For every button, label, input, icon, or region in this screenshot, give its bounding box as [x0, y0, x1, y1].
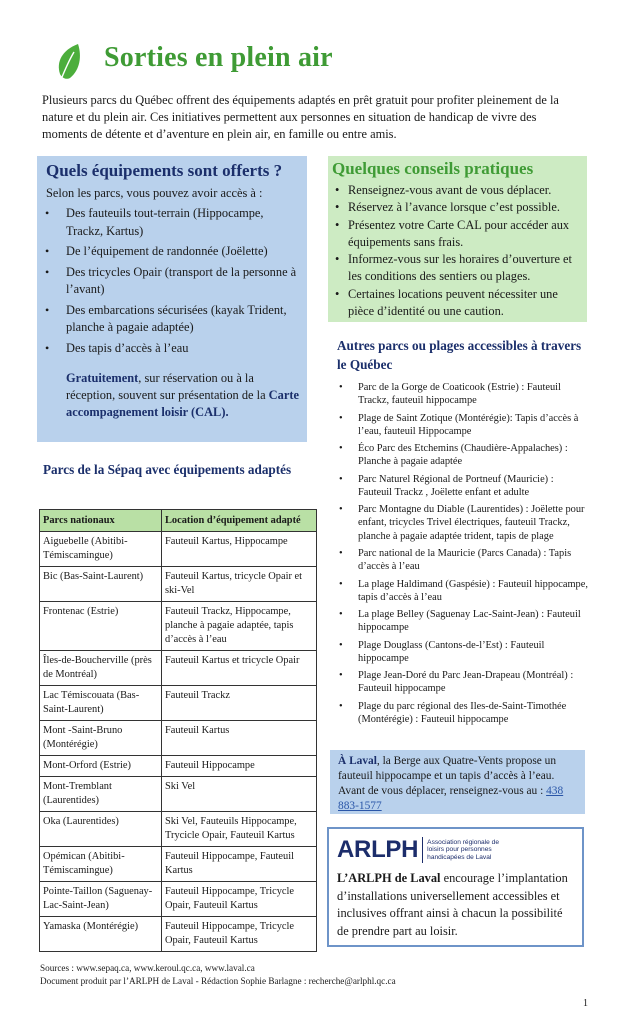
column-header: Location d’équipement adapté	[162, 510, 317, 532]
logo-sub-line: loisirs pour personnes	[427, 846, 492, 854]
leaf-icon	[54, 42, 84, 84]
list-item: • De l’équipement de randonnée (Joëlette)	[45, 243, 299, 261]
table-row	[40, 917, 317, 952]
other-parks-title: Autres parcs ou plages accessibles à travers le Québec	[337, 338, 582, 372]
logo-sub-line: handicapées de Laval	[427, 853, 492, 861]
park-cell: Opémican (Abitibi-Témiscamingue)	[40, 847, 162, 882]
sepaq-title: Parcs de la Sépaq avec équipements adaptés	[43, 462, 292, 477]
table-row	[40, 651, 317, 686]
equipment-cell: Fauteuil Trackz, Hippocampe, planche à pagaie adaptée, tapis d’accès à l’eau	[162, 602, 317, 651]
list-item: • Renseignez-vous avant de vous déplacer.	[332, 182, 581, 199]
list-item: • Parc national de la Mauricie (Parcs Canada) : Tapis d’accès à l’eau	[338, 547, 588, 573]
equipments-box	[37, 156, 307, 442]
card-bold: Carte accompagnement loisir (CAL).	[66, 388, 299, 419]
equipment-cell: Fauteuil Kartus	[162, 721, 317, 756]
table-row	[40, 602, 317, 651]
tips-list	[332, 182, 581, 320]
list-item: • Réservez à l’avance lorsque c’est possible.	[332, 199, 581, 216]
table-row	[40, 756, 317, 777]
table-row	[40, 567, 317, 602]
list-item: • Plage Douglass (Cantons-de-l’Est) : Fauteuil hippocampe	[338, 639, 588, 665]
equipment-cell: Ski Vel, Fauteuils Hippocampe, Trycicle Opair, Fauteuil Kartus	[162, 812, 317, 847]
arlph-box	[327, 827, 584, 947]
list-item: • Plage du parc régional des Iles-de-Saint-Timothée (Montérégie) : Fauteuil hippocampe	[338, 700, 588, 726]
list-item: • Éco Parc des Etchemins (Chaudière-Appalaches) : Planche à pagaie adaptée	[338, 442, 588, 468]
equipment-cell: Fauteuil Kartus, Hippocampe	[162, 532, 317, 567]
park-cell: Frontenac (Estrie)	[40, 602, 162, 651]
list-item: • Plage de Saint Zotique (Montérégie): Tapis d’accès à l’eau, fauteuil Hippocampe	[338, 412, 588, 438]
laval-box	[330, 750, 585, 814]
equipments-list	[45, 205, 299, 357]
list-item: • Des tapis d’accès à l’eau	[45, 340, 299, 358]
list-item: • Plage Jean-Doré du Parc Jean-Drapeau (Montréal) : Fauteuil hippocampe	[338, 669, 588, 695]
equipment-cell: Ski Vel	[162, 777, 317, 812]
arlph-logo	[337, 835, 574, 865]
list-item: • La plage Belley (Saguenay Lac-Saint-Jean) : Fauteuil hippocampe	[338, 608, 588, 634]
tips-title: Quelques conseils pratiques	[332, 159, 534, 178]
equipment-cell: Fauteuil Trackz	[162, 686, 317, 721]
equipments-subtitle: Selon les parcs, vous pouvez avoir accès à :	[46, 186, 263, 200]
tips-box	[328, 156, 587, 322]
park-cell: Mont -Saint-Bruno (Montérégie)	[40, 721, 162, 756]
credit-line: Document produit par l’ARLPH de Laval - Rédaction Sophie Barlagne : recherche@arlphl.qc.ca	[40, 976, 396, 986]
free-note	[45, 370, 299, 421]
logo-divider	[422, 837, 423, 863]
equipment-cell: Fauteuil Kartus et tricycle Opair	[162, 651, 317, 686]
table-header-row	[40, 510, 317, 532]
logo-sub-line: Association régionale de	[427, 838, 500, 846]
arlph-message	[337, 870, 574, 940]
table-row	[40, 847, 317, 882]
column-header: Parcs nationaux	[40, 510, 162, 532]
list-item: • Informez-vous sur les horaires d’ouverture et les conditions des sentiers ou plages.	[332, 251, 581, 286]
equipment-cell: Fauteuil Hippocampe, Tricycle Opair, Fauteuil Kartus	[162, 917, 317, 952]
page-title: Sorties en plein air	[104, 42, 333, 73]
table-row	[40, 882, 317, 917]
equipment-cell: Fauteuil Kartus, tricycle Opair et ski-Vel	[162, 567, 317, 602]
table-row	[40, 777, 317, 812]
laval-bold: À Laval	[338, 755, 377, 767]
table-row	[40, 812, 317, 847]
page-number: 1	[583, 998, 588, 1009]
free-text: , sur réservation ou à la réception, souvent sur présentation de la	[66, 371, 269, 402]
park-cell: Aiguebelle (Abitibi-Témiscamingue)	[40, 532, 162, 567]
equipment-cell: Fauteuil Hippocampe, Fauteuil Kartus	[162, 847, 317, 882]
list-item: • Parc de la Gorge de Coaticook (Estrie) : Fauteuil Trackz, fauteuil hippocampe	[338, 381, 588, 407]
table-row	[40, 532, 317, 567]
arlph-bold: L’ARLPH de Laval	[337, 871, 441, 885]
free-bold: Gratuitement	[66, 371, 139, 385]
list-item: • Des fauteuils tout-terrain (Hippocampe, Trackz, Kartus)	[45, 205, 299, 240]
park-cell: Mont-Orford (Estrie)	[40, 756, 162, 777]
arlph-text: encourage l’implantation d’installations universellement accessibles et inclusives offrant ainsi à chacun la possibilité de prendre part au loisir.	[337, 871, 568, 938]
table-row	[40, 721, 317, 756]
list-item: • Des embarcations sécurisées (kayak Trident, planche à pagaie adaptée)	[45, 302, 299, 337]
intro-paragraph: Plusieurs parcs du Québec offrent des équipements adaptés en prêt gratuit pour profiter pleinement de la nature et du plein air. Ces initiatives permettent aux personnes en situation de handicap de vivre des moments de détente et d’aventure en plein air, en famille ou entre amis.	[42, 93, 559, 141]
park-cell: Oka (Laurentides)	[40, 812, 162, 847]
list-item: • Présentez votre Carte CAL pour accéder aux équipements sans frais.	[332, 217, 581, 252]
arlph-logo-subtitle	[427, 839, 499, 862]
arlph-logo-text: ARLPH	[337, 836, 419, 863]
park-cell: Lac Témiscouata (Bas-Saint-Laurent)	[40, 686, 162, 721]
park-cell: Yamaska (Montérégie)	[40, 917, 162, 952]
sepaq-table	[39, 509, 317, 952]
park-cell: Pointe-Taillon (Saguenay-Lac-Saint-Jean)	[40, 882, 162, 917]
list-item: • Des tricycles Opair (transport de la personne à l’avant)	[45, 264, 299, 299]
list-item: • Parc Montagne du Diable (Laurentides) : Joëlette pour enfant, tricycles Trivel électriques, fauteuil Trackz, planche à pagaie adaptée trident, tapis de plage	[338, 503, 588, 542]
park-cell: Mont-Tremblant (Laurentides)	[40, 777, 162, 812]
list-item: • Certaines locations peuvent nécessiter une pièce d’identité ou une caution.	[332, 286, 581, 321]
sources-line: Sources : www.sepaq.ca, www.keroul.qc.ca, www.laval.ca	[40, 963, 255, 973]
list-item: • Parc Naturel Régional de Portneuf (Mauricie) : Fauteuil Trackz , Joëlette enfant et adulte	[338, 473, 588, 499]
park-cell: Îles-de-Boucherville (près de Montréal)	[40, 651, 162, 686]
table-row	[40, 686, 317, 721]
footer-sources	[40, 962, 396, 988]
other-parks-list	[338, 381, 588, 730]
park-cell: Bic (Bas-Saint-Laurent)	[40, 567, 162, 602]
equipment-cell: Fauteuil Hippocampe, Tricycle Opair, Fauteuil Kartus	[162, 882, 317, 917]
list-item: • La plage Haldimand (Gaspésie) : Fauteuil hippocampe, tapis d’accès à l’eau	[338, 578, 588, 604]
equipment-cell: Fauteuil Hippocampe	[162, 756, 317, 777]
equipments-title: Quels équipements sont offerts ?	[46, 161, 283, 180]
phone-link[interactable]: 438 883-1577	[338, 785, 564, 812]
laval-text: , la Berge aux Quatre-Vents propose un fauteuil hippocampe et un tapis d’accès à l’eau. Avant de vous déplacer, renseignez-vous au :	[338, 755, 557, 797]
